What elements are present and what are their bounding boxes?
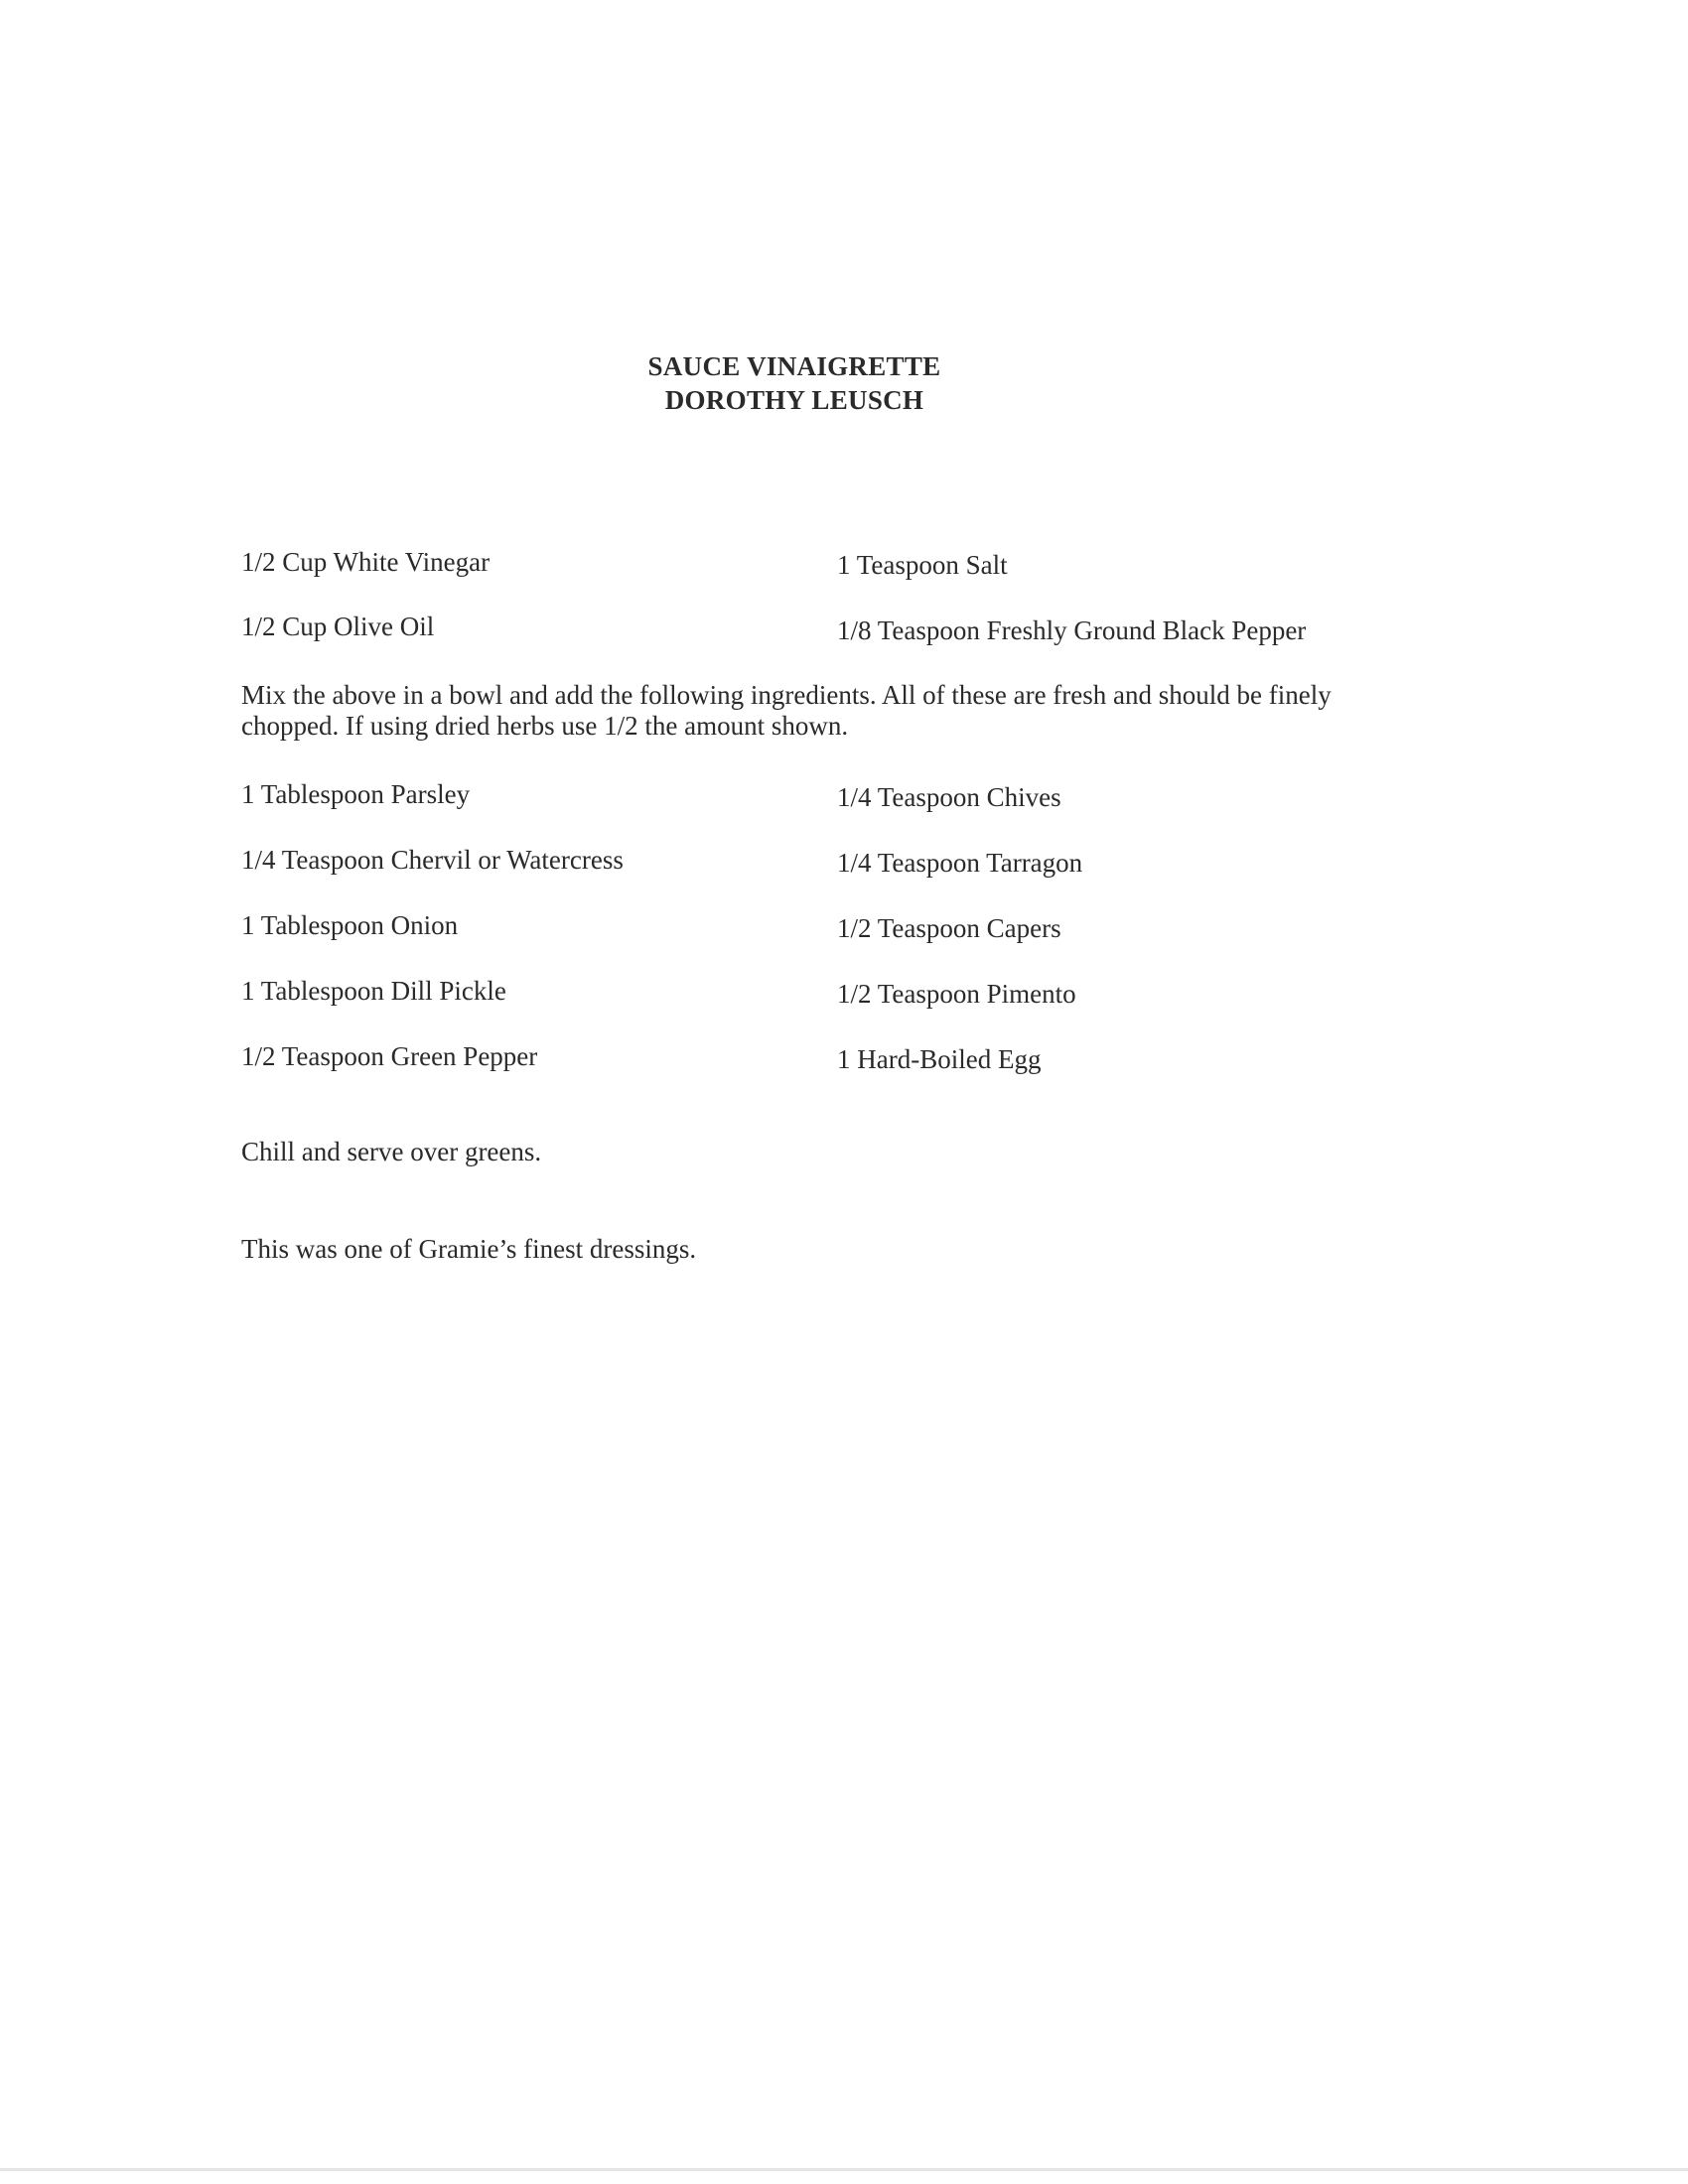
scan-edge-line xyxy=(0,2168,1688,2171)
ingredient-item: 1 Tablespoon Parsley xyxy=(241,779,471,809)
ingredient-item: 1/2 Cup White Vinegar xyxy=(241,547,491,577)
ingredient-item: 1/4 Teaspoon Chervil or Watercress xyxy=(241,845,624,875)
ingredient-item: 1 Tablespoon Onion xyxy=(241,910,459,940)
ingredient-item: 1/2 Teaspoon Pimento xyxy=(837,979,1076,1009)
ingredient-item: 1 Tablespoon Dill Pickle xyxy=(241,976,506,1006)
ingredient-item: 1/4 Teaspoon Tarragon xyxy=(837,848,1083,878)
ingredient-item: 1/2 Teaspoon Green Pepper xyxy=(241,1041,538,1071)
ingredient-item: 1/8 Teaspoon Freshly Ground Black Pepper xyxy=(837,615,1307,645)
ingredient-item: 1/2 Teaspoon Capers xyxy=(837,913,1061,943)
instructions-paragraph: Mix the above in a bowl and add the following ingredients. All of these are fresh and should be finely chopped. If using dried herbs use 1/2 the amount shown. xyxy=(241,680,1332,741)
recipe-author: DOROTHY LEUSCH xyxy=(664,385,924,415)
recipe-title: SAUCE VINAIGRETTE xyxy=(647,351,941,381)
serving-note: Chill and serve over greens. xyxy=(241,1137,542,1166)
title-block xyxy=(0,349,1589,417)
ingredient-item: 1/4 Teaspoon Chives xyxy=(837,782,1061,812)
ingredient-item: 1/2 Cup Olive Oil xyxy=(241,612,435,641)
ingredient-item: 1 Teaspoon Salt xyxy=(837,550,1008,580)
ingredient-item: 1 Hard-Boiled Egg xyxy=(837,1044,1042,1074)
closing-note: This was one of Gramie’s finest dressings. xyxy=(241,1234,697,1264)
